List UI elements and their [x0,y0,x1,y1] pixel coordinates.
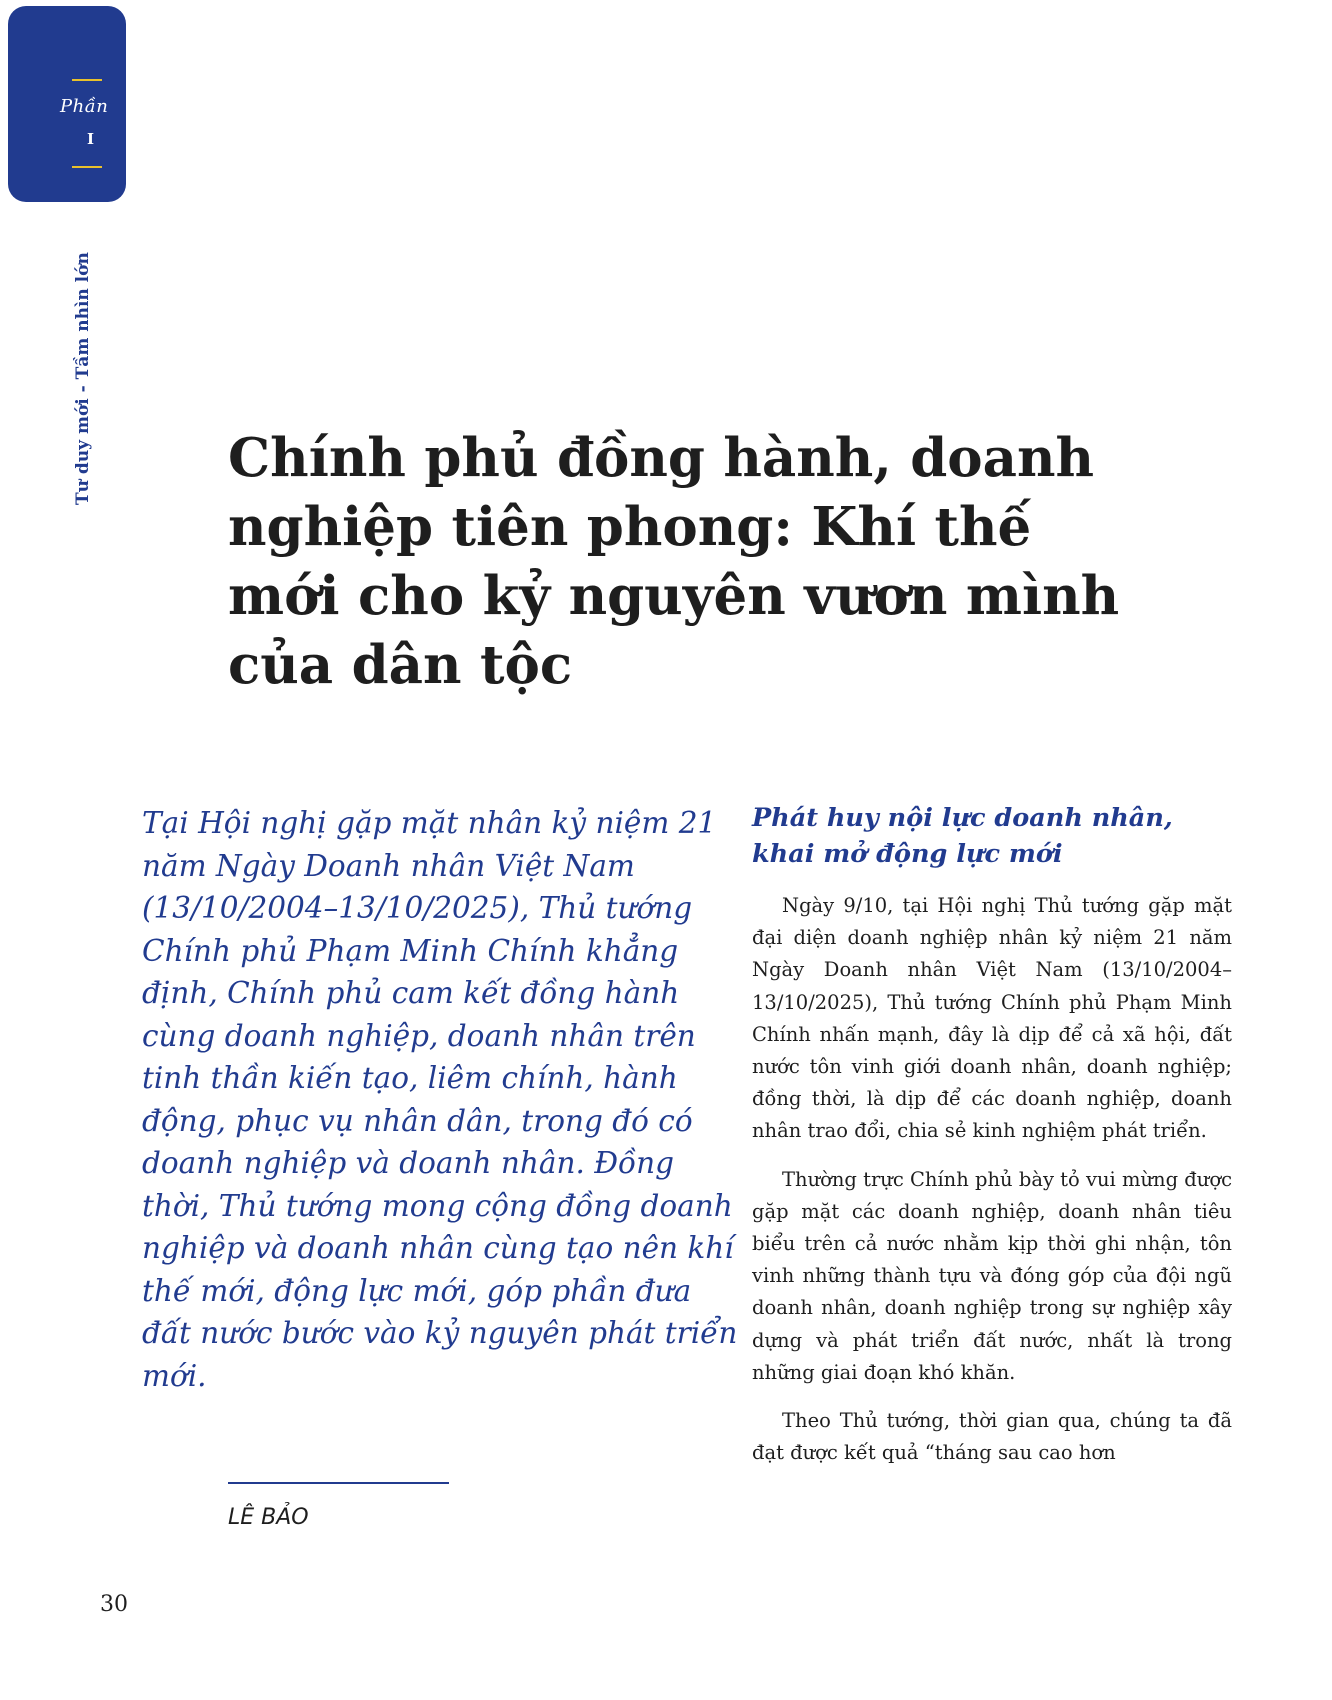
page-number: 30 [100,1592,128,1617]
tab-accent-line-bottom [72,166,102,168]
section-tab [8,6,126,202]
body-paragraph: Thường trực Chính phủ bày tỏ vui mừng được gặp mặt các doanh nghiệp, doanh nhân tiêu biểu trên cả nước nhằm kịp thời ghi nhận, tôn vinh những thành tựu và đóng góp của đội ngũ doanh nhân, doanh nghiệp trong sự nghiệp xây dựng và phát triển đất nước, nhất là trong những giai đoạn khó khăn. [752,1167,1232,1384]
body-column [752,800,1232,1485]
tab-accent-line-top [72,79,102,81]
article-title: Chính phủ đồng hành, doanh nghiệp tiên phong: Khí thế mới cho kỷ nguyên vươn mình của dân tộc [228,427,1120,696]
body-paragraph: Ngày 9/10, tại Hội nghị Thủ tướng gặp mặt đại diện doanh nghiệp nhân kỷ niệm 21 năm Ngày Doanh nhân Việt Nam (13/10/2004–13/10/2025), Thủ tướng Chính phủ Phạm Minh Chính nhấn mạnh, đây là dịp để cả xã hội, đất nước tôn vinh giới doanh nhân, doanh nghiệp; đồng thời, là dịp để các doanh nghiệp, doanh nhân trao đổi, chia sẻ kinh nghiệm phát triển. [752,894,1232,1143]
section-subhead: Phát huy nội lực doanh nhân, khai mở động lực mới [752,803,1173,869]
byline-divider [228,1482,449,1484]
running-head: Tư duy mới - Tầm nhìn lớn [73,252,93,505]
part-number: I [87,130,95,148]
body-paragraph: Theo Thủ tướng, thời gian qua, chúng ta đã đạt được kết quả “tháng sau cao hơn [752,1409,1232,1465]
part-label: Phần [60,96,109,117]
article-lede: Tại Hội nghị gặp mặt nhân kỷ niệm 21 năm Ngày Doanh nhân Việt Nam (13/10/2004–13/10/2025), Thủ tướng Chính phủ Phạm Minh Chính khẳng định, Chính phủ cam kết đồng hành cùng doanh nghiệp, doanh nhân trên tinh thần kiến tạo, liêm chính, hành động, phục vụ nhân dân, trong đó có doanh nghiệp và doanh nhân. Đồng thời, Thủ tướng mong cộng đồng doanh nghiệp và doanh nhân cùng tạo nên khí thế mới, động lực mới, góp phần đưa đất nước bước vào kỷ nguyên phát triển mới. [142,806,738,1393]
author-byline: LÊ BẢO [228,1505,309,1530]
